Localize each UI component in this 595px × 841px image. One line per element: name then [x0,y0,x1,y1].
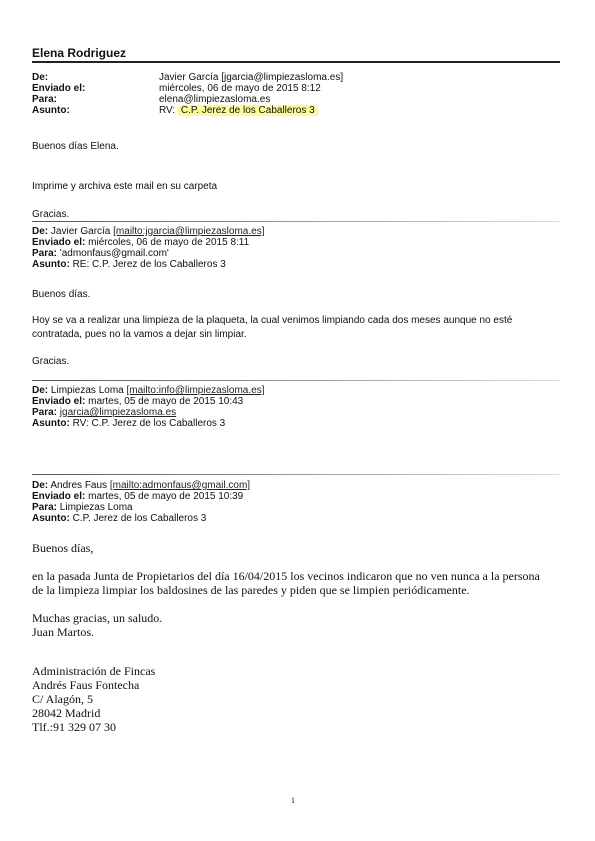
header-subject-prefix: RV: [159,105,176,116]
msg4-to-value: Limpiezas Loma [59,502,133,513]
msg4-body-line-2: de la limpieza limpiar los baldosines de las paredes y piden que se limpien periódicamente. [32,583,470,597]
msg2-from-label: De: [32,226,49,237]
msg2-sent [32,237,249,248]
header-sent-label: Enviado el: [32,83,86,94]
msg4-subject-value: C.P. Jerez de los Caballeros 3 [72,513,207,524]
header-from-label: De: [32,72,49,83]
page-number: 1 [291,796,295,805]
document-owner-title: Elena Rodriguez [32,46,127,60]
msg4-subject [32,513,206,524]
signature-line-4: 28042 Madrid [32,706,101,720]
msg4-sent-label: Enviado el: [32,491,86,502]
msg4-sent-value: martes, 05 de mayo de 2015 10:39 [88,491,244,502]
msg1-body: Imprime y archiva este mail en su carpeta [32,181,218,192]
msg4-from-label: De: [32,480,49,491]
msg3-from-mailto-link[interactable]: [mailto:info@limpiezasloma.es] [126,385,265,396]
msg4-from-name: Andres Faus [50,480,108,491]
header-subject [159,105,318,116]
msg3-sent-label: Enviado el: [32,396,86,407]
msg4-subject-label: Asunto: [32,513,70,524]
msg2-from-mailto-link[interactable]: [mailto:jgarcia@limpiezasloma.es] [113,226,265,237]
msg2-greeting: Buenos días. [32,289,91,300]
msg3-from [32,385,264,396]
msg3-to [32,407,176,418]
msg4-to [32,502,133,513]
signature-line-2: Andrés Faus Fontecha [32,678,140,692]
title-rule [32,61,560,63]
msg3-subject-value: RV: C.P. Jerez de los Caballeros 3 [72,418,226,429]
msg2-to-value: 'admonfaus@gmail.com' [59,248,169,259]
msg3-to-label: Para: [32,407,58,418]
msg2-body-line-1: Hoy se va a realizar una limpieza de la plaqueta, la cual venimos limpiando cada dos meses aunque no esté [32,315,513,326]
signature-line-3: C/ Alagón, 5 [32,692,94,706]
msg2-closing: Gracias. [32,356,70,367]
signature-line-5: Tlf.:91 329 07 30 [32,720,116,734]
msg2-subject [32,259,226,270]
msg4-greeting: Buenos días, [32,541,94,555]
header-subject-highlighted: C.P. Jerez de los Caballeros 3 [178,105,318,116]
msg2-subject-value: RE: C.P. Jerez de los Caballeros 3 [72,259,226,270]
msg2-to [32,248,169,259]
msg4-from-mailto-link[interactable]: [mailto:admonfaus@gmail.com] [109,480,251,491]
separator-1 [32,221,560,222]
header-sent-value: miércoles, 06 de mayo de 2015 8:12 [159,83,321,94]
msg1-greeting: Buenos días Elena. [32,141,119,152]
header-to-label: Para: [32,94,58,105]
msg4-to-label: Para: [32,502,58,513]
msg2-subject-label: Asunto: [32,259,70,270]
header-subject-label: Asunto: [32,105,70,116]
msg2-from-name: Javier García [50,226,111,237]
msg4-sent [32,491,243,502]
msg2-to-label: Para: [32,248,58,259]
msg4-closing-2: Juan Martos. [32,625,94,639]
msg3-from-label: De: [32,385,49,396]
signature-line-1: Administración de Fincas [32,664,156,678]
msg3-subject [32,418,225,429]
msg1-closing: Gracias. [32,209,70,220]
separator-2 [32,380,560,381]
header-from-value: Javier García [jgarcia@limpiezasloma.es] [159,72,344,83]
msg2-sent-label: Enviado el: [32,237,86,248]
msg3-subject-label: Asunto: [32,418,70,429]
msg2-sent-value: miércoles, 06 de mayo de 2015 8:11 [88,237,250,248]
header-to-value: elena@limpiezasloma.es [159,94,271,105]
msg4-body-line-1: en la pasada Junta de Propietarios del día 16/04/2015 los vecinos indicaron que no ven nunca a la persona [32,569,540,583]
msg3-to-email-link[interactable]: jgarcia@limpiezasloma.es [59,407,177,418]
msg3-sent [32,396,243,407]
msg3-sent-value: martes, 05 de mayo de 2015 10:43 [88,396,244,407]
msg4-from [32,480,250,491]
separator-3 [32,474,560,475]
msg4-closing-1: Muchas gracias, un saludo. [32,611,163,625]
msg3-from-name: Limpiezas Loma [50,385,124,396]
msg2-body-line-2: contratada, pues no la vamos a dejar sin limpiar. [32,329,247,340]
msg2-from [32,226,264,237]
